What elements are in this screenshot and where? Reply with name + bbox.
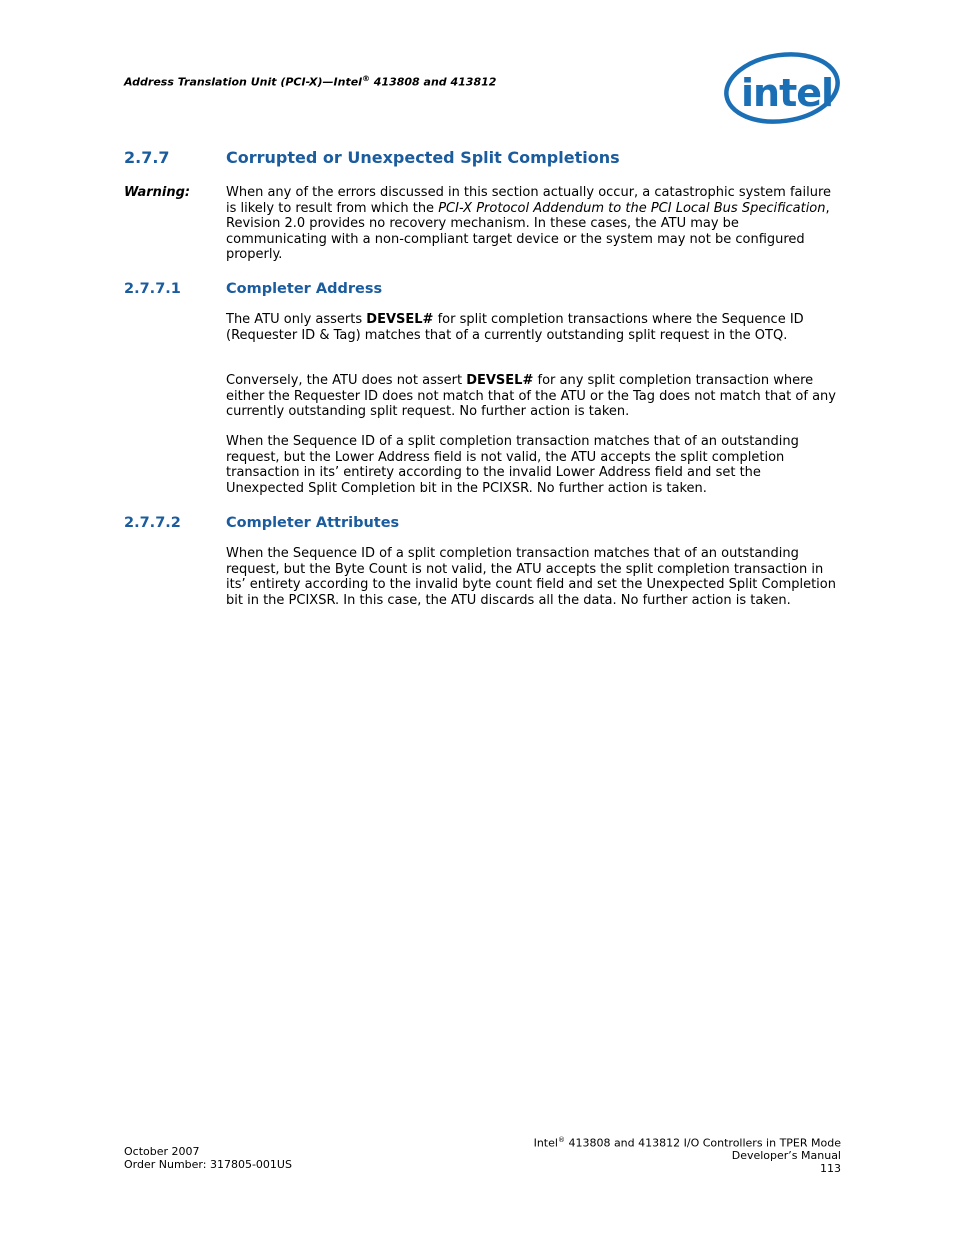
- intel-logo: [724, 50, 842, 130]
- warning-text-part: When any of the errors discussed in this section actually occur, a catastrophic system failure is likely to result from which the: [226, 185, 832, 216]
- warning-label: Warning:: [124, 185, 191, 200]
- running-header-prefix: Address Translation Unit (PCI-X)—Intel: [124, 75, 362, 89]
- warning-text-part: , Revision 2.0 provides no recovery mechanism. In these cases, the ATU may be communicating with a non-compliant target device or the system may not be configured properly.: [226, 200, 830, 263]
- footer-order-number: Order Number: 317805-001US: [124, 1157, 292, 1171]
- subsection-number: 2.7.7.2: [124, 515, 181, 531]
- paragraph-text: for any split completion transaction where either the Requester ID does not match that of the ATU or the Tag does not match that of any currently outstanding split request. No further action is taken.: [226, 373, 836, 420]
- footer-left: [124, 1146, 292, 1171]
- section-title: Corrupted or Unexpected Split Completions: [226, 148, 620, 167]
- footer-right: [534, 1134, 841, 1175]
- footer-date: October 2007: [124, 1145, 200, 1158]
- registered-mark: ®: [361, 74, 370, 83]
- paragraph: [226, 373, 840, 420]
- paragraph-text: When the Sequence ID of a split completion transaction matches that of an outstanding request, but the Lower Address field is not valid, the ATU accepts the split completion transaction in its’ entirety according to the invalid Lower Address field and set the Unexpected Split Completion bit in the PCIXSR. No further action is taken.: [226, 434, 799, 496]
- warning-text: [226, 185, 840, 263]
- registered-mark: ®: [557, 1136, 565, 1144]
- signal-name: DEVSEL#: [466, 373, 534, 388]
- footer-doc-prefix: Intel: [533, 1136, 558, 1150]
- running-header-suffix: 413808 and 413812: [369, 75, 497, 89]
- spec-title: PCI-X Protocol Addendum to the PCI Local Bus Specification: [438, 200, 826, 216]
- paragraph: [226, 546, 840, 608]
- subsection-number: 2.7.7.1: [124, 281, 181, 297]
- paragraph: [226, 434, 840, 496]
- footer-manual: Developer’s Manual: [731, 1149, 841, 1163]
- paragraph-text: When the Sequence ID of a split completion transaction matches that of an outstanding request, but the Byte Count is not valid, the ATU accepts the split completion transaction in its’ entirety according to the invalid byte count field and set the Unexpected Split Completion bit in the PCIXSR. In this case, the ATU discards all the data. No further action is taken.: [226, 546, 836, 608]
- page-number: 113: [820, 1161, 841, 1175]
- footer-doc-suffix: 413808 and 413812 I/O Controllers in TPER Mode: [564, 1136, 841, 1150]
- signal-name: DEVSEL#: [366, 312, 434, 327]
- paragraph-text: The ATU only asserts: [226, 312, 367, 327]
- footer-doc-title: [534, 1134, 841, 1150]
- paragraph-text: for split completion transactions where the Sequence ID (Requester ID & Tag) matches that of a currently outstanding split request in the OTQ.: [226, 312, 804, 343]
- running-header: [124, 74, 496, 89]
- paragraph-text: Conversely, the ATU does not assert: [226, 373, 467, 388]
- intel-logo-text: intel: [741, 71, 834, 115]
- subsection-title: Completer Address: [226, 281, 383, 297]
- paragraph: [226, 312, 840, 343]
- subsection-title: Completer Attributes: [226, 515, 400, 531]
- section-number: 2.7.7: [124, 148, 170, 167]
